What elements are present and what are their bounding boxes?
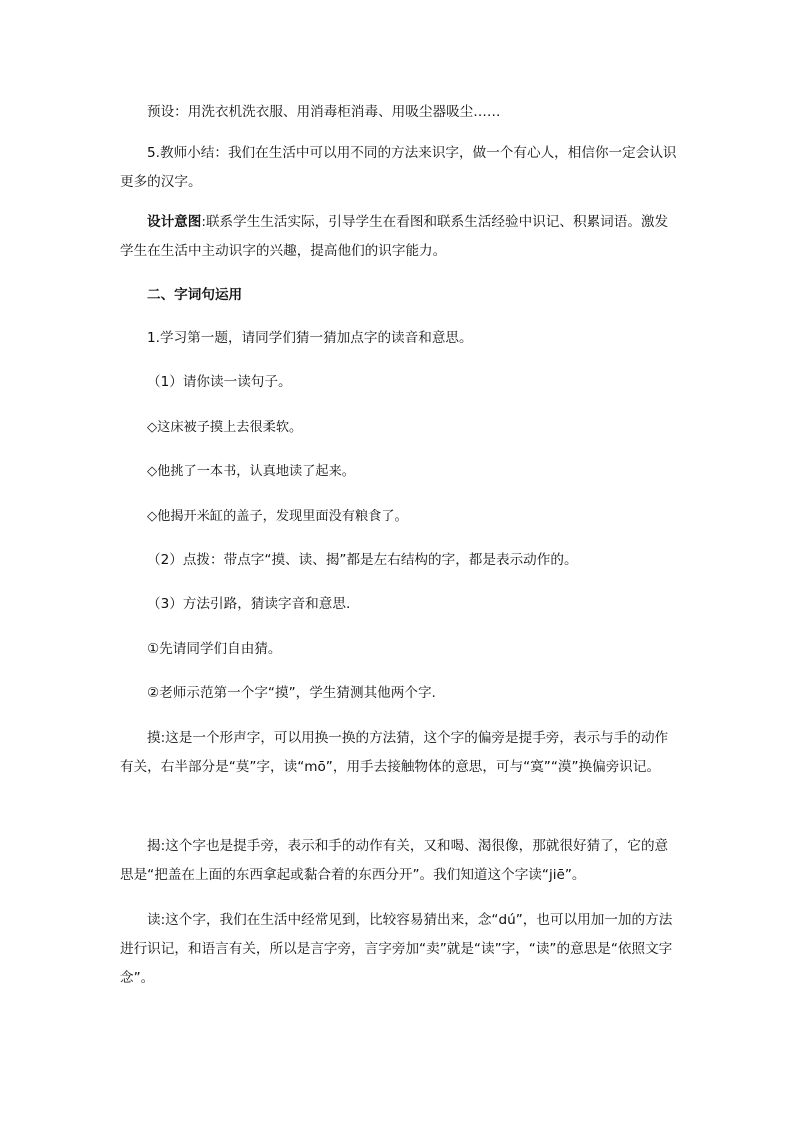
paragraph-design-intent — [120, 208, 680, 266]
paragraph-task-1: 1.学习第一题，请同学们猜一猜加点字的读音和意思。 — [147, 330, 473, 346]
section-heading: 二、字词句运用 — [147, 287, 243, 303]
paragraph-teacher-summary: 5.教师小结：我们在生活中可以用不同的方法来识字，做一个有心人，相信你一定会认识更多的汉字。 — [120, 145, 677, 190]
paragraph-du-explanation: 读:这个字，我们在生活中经常见到，比较容易猜出来，念“dú”，也可以用加一加的方法进行识记，和语言有关，所以是言字旁，言字旁加“卖”就是“读”字，“读”的意思是“依照文字念”。 — [120, 912, 673, 986]
paragraph-mo-explanation: 摸:这是一个形声字，可以用换一换的方法猜，这个字的偏旁是提手旁，表示与手的动作有关，右半部分是“莫”字，读“mō”，用手去接触物体的意思，可与“寞”“漠”换偏旁识记。 — [120, 730, 669, 775]
example-sentence-3: ◇他揭开米缸的盖子，发现里面没有粮食了。 — [147, 509, 408, 524]
paragraph-step-3: （3）方法引路，猜读字音和意思. — [147, 596, 351, 612]
paragraph-preset: 预设：用洗衣机洗衣服、用消毒柜消毒、用吸尘器吸尘…… — [147, 104, 501, 120]
example-sentence-1: ◇这床被子摸上去很柔软。 — [147, 420, 303, 435]
paragraph-substep-2: ②老师示范第一个字“摸”，学生猜测其他两个字. — [147, 685, 436, 701]
paragraph-step-1: （1）请你读一读句子。 — [147, 374, 292, 390]
design-intent-label: 设计意图 — [147, 214, 202, 230]
paragraph-step-2: （2）点拨：带点字“摸、读、揭”都是左右结构的字，都是表示动作的。 — [147, 552, 578, 568]
design-intent-text: :联系学生生活实际，引导学生在看图和联系生活经验中识记、积累词语。激发学生在生活中主动识字的兴趣，提高他们的识字能力。 — [120, 214, 669, 259]
example-sentence-2: ◇他挑了一本书，认真地读了起来。 — [147, 464, 355, 479]
paragraph-jie-explanation: 揭:这个字也是提手旁，表示和手的动作有关，又和喝、渴很像，那就很好猜了，它的意思是“把盖在上面的东西拿起或黏合着的东西分开”。我们知道这个字读“jiē”。 — [120, 838, 669, 883]
paragraph-substep-1: ①先请同学们自由猜。 — [147, 641, 282, 657]
